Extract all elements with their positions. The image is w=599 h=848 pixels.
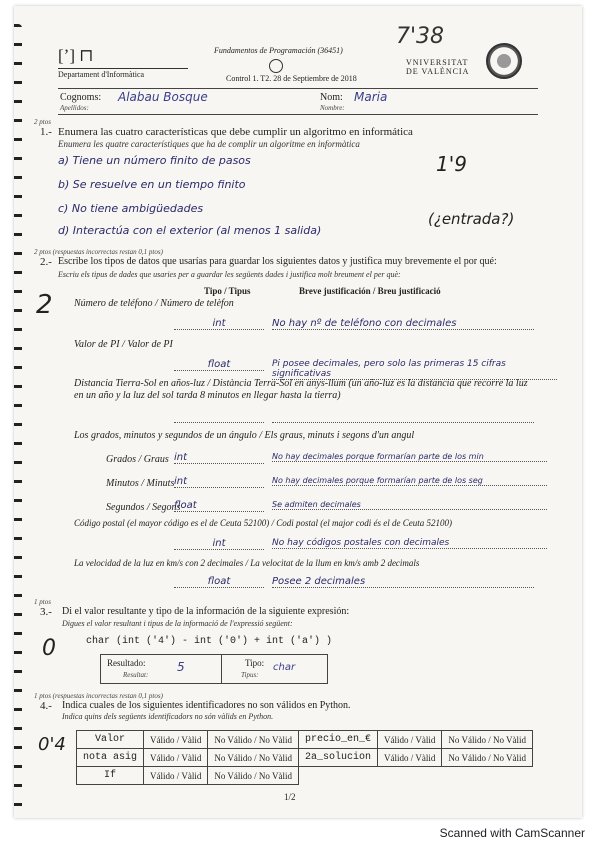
- valid-option[interactable]: Válido / Vàlid: [144, 767, 208, 785]
- identifier-cell: If: [77, 767, 144, 785]
- q2-item-angle-label: Los grados, minutos y segundos de un ángulo / Els graus, minuts i segons d'un angul: [74, 430, 415, 441]
- q3-number: 3.-: [40, 606, 52, 618]
- q1-answer-d: d) Interactúa con el exterior (al menos 1 salida): [58, 224, 322, 237]
- q4-score: 0'4: [38, 734, 66, 755]
- q2-seconds-type: float: [174, 500, 264, 512]
- table-row: [77, 731, 533, 749]
- department-logo: [ʼ] ⊓: [58, 46, 94, 65]
- invalid-option[interactable]: No Válido / No Vàlid: [208, 749, 299, 767]
- q1-answer-c: c) No tiene ambigüedades: [58, 202, 204, 215]
- exam-page: [14, 6, 582, 818]
- identifier-cell: Valor: [77, 731, 144, 749]
- q1-points: 2 ptos: [34, 118, 51, 126]
- q2-minutes-label: Minutos / Minuts: [106, 478, 175, 489]
- identifier-cell: 2a_solucion: [299, 749, 378, 767]
- q2-postal-label: Código postal (el mayor código es el de Ceuta 52100) / Codi postal (el major codi és el de Ceuta 52100): [74, 518, 452, 528]
- col-type-header: Tipo / Tipus: [204, 286, 251, 296]
- q2-score: 2: [36, 290, 53, 320]
- control-line: Control 1. T2. 28 de Septiembre de 2018: [226, 74, 357, 83]
- invalid-option[interactable]: No Válido / No Vàlid: [208, 731, 299, 749]
- identifiers-table: [76, 730, 533, 785]
- university-line2: DE VALÈNCIA: [406, 67, 470, 76]
- q2-number: 2.-: [40, 256, 52, 268]
- spiral-binding: [14, 24, 22, 814]
- q2-light-type: float: [174, 576, 264, 588]
- grade-mark: 7'38: [396, 24, 445, 49]
- q1-sub: Enumera les quatre característiques que ha de complir un algoritme en informàtica: [58, 139, 360, 149]
- q2-minutes-just: No hay decimales porque formarían parte de los seg: [272, 476, 547, 486]
- valid-option[interactable]: Válido / Vàlid: [378, 731, 442, 749]
- surname-value: Alabau Bosque: [118, 90, 208, 104]
- q2-item-pi-type: float: [174, 359, 264, 371]
- name-value: Maria: [354, 90, 388, 104]
- q2-seconds-label: Segundos / Segons: [106, 502, 181, 513]
- q2-postal-type: int: [174, 538, 264, 550]
- valid-option[interactable]: Válido / Vàlid: [144, 749, 208, 767]
- q2-item-distance-label: Distancia Tierra-Sol en años-luz / Distància Terra-Sol en anys-llum (un año-luz es la distancia que recorre la luz en un año y la luz del sol tarda 8 minutos en llegar hasta la tierra): [74, 378, 528, 401]
- q3-type-label: Tipo:: [245, 658, 265, 668]
- q2-light-label: La velocidad de la luz en km/s con 2 decimales / La velocitat de la llum en km/s amb 2 decimals: [74, 558, 420, 568]
- seal-icon: [269, 59, 283, 73]
- table-row: [77, 749, 533, 767]
- q3-answer-box: [100, 654, 328, 684]
- q2-text: Escribe los tipos de datos que usarías para guardar los siguientes datos y justifica muy brevemente el por qué:: [58, 256, 497, 267]
- q1-score: 1'9: [436, 152, 467, 176]
- q1-annotation: (¿entrada?): [428, 210, 515, 228]
- q3-points: 1 ptos: [34, 598, 51, 606]
- q2-light-just: Posee 2 decimales: [272, 576, 534, 588]
- q3-type-value: char: [273, 662, 296, 673]
- q2-degrees-just: No hay decimales porque formarían parte de los min: [272, 452, 547, 462]
- university-line1: VNIVERSITAT: [406, 58, 469, 67]
- q2-item-phone-type: int: [174, 318, 264, 330]
- scanner-watermark: Scanned with CamScanner: [439, 826, 585, 840]
- name-sub: Nombre:: [320, 104, 345, 112]
- q3-sub: Digues el valor resultant i tipus de la informació de l'expressió següent:: [62, 619, 293, 628]
- identifiers-table-wrap: [76, 730, 533, 785]
- table-row: [77, 767, 533, 785]
- q3-text: Di el valor resultante y tipo de la información de la siguiente expresión:: [62, 606, 350, 617]
- q1-text: Enumera las cuatro características que debe cumplir un algoritmo en informática: [58, 126, 413, 138]
- university-seal-icon: [486, 43, 522, 79]
- valid-option[interactable]: Válido / Vàlid: [378, 749, 442, 767]
- q3-result-label: Resultado:: [107, 658, 146, 668]
- identifier-cell: nota asig: [77, 749, 144, 767]
- surname-sub: Apellidos:: [60, 104, 89, 112]
- q2-minutes-type: int: [174, 476, 264, 488]
- q4-text: Indica cuales de los siguientes identificadores no son válidos en Python.: [62, 700, 351, 711]
- q2-degrees-label: Grados / Graus: [106, 454, 169, 465]
- department-name: Departament d'Informàtica: [58, 68, 188, 79]
- valid-option[interactable]: Válido / Vàlid: [144, 731, 208, 749]
- invalid-option[interactable]: No Válido / No Vàlid: [442, 749, 533, 767]
- q2-degrees-type: int: [174, 452, 264, 464]
- col-just-header: Breve justificación / Breu justificació: [299, 286, 441, 296]
- q2-item-phone-just: No hay nº de teléfono con decimales: [272, 318, 534, 330]
- q3-type-sub: Tipus:: [241, 671, 259, 679]
- q3-result-value: 5: [177, 660, 185, 674]
- q2-item-distance-type: [174, 412, 264, 423]
- page-number: 1/2: [284, 792, 296, 802]
- q1-answer-a: a) Tiene un número finito de pasos: [58, 154, 251, 167]
- q1-answer-b: b) Se resuelve en un tiempo finito: [58, 178, 246, 191]
- course-title: Fundamentos de Programación (36451): [214, 46, 343, 55]
- q4-number: 4.-: [40, 700, 52, 712]
- name-label: Nom:: [320, 92, 343, 103]
- q2-seconds-just: Se admiten decimales: [272, 500, 547, 510]
- surname-label: Cognoms:: [60, 92, 102, 103]
- invalid-option[interactable]: No Válido / No Vàlid: [442, 731, 533, 749]
- q2-item-pi-label: Valor de PI / Valor de PI: [74, 339, 173, 350]
- q2-sub: Escriu els tipus de dades que usaries per a guardar les següents dades i justifica molt breument el per què:: [58, 270, 401, 279]
- q2-item-distance-just: [272, 412, 534, 423]
- q4-sub: Indica quins dels següents identificadors no són vàlids en Python.: [62, 712, 274, 721]
- invalid-option[interactable]: No Válido / No Vàlid: [208, 767, 299, 785]
- q4-points: 1 ptos (respuestas incorrectas restan 0,1 ptos): [34, 692, 163, 700]
- q3-score: 0: [42, 636, 56, 661]
- q1-number: 1.-: [40, 126, 52, 138]
- identifier-cell: precio_en_€: [299, 731, 378, 749]
- q2-item-phone-label: Número de teléfono / Número de telèfon: [74, 298, 234, 309]
- q3-result-sub: Resultat:: [123, 671, 149, 679]
- q2-postal-just: No hay códigos postales con decimales: [272, 538, 547, 549]
- q3-expression: char (int ('4') - int ('0') + int ('a') ): [86, 636, 333, 647]
- q2-item-pi-just: Pi posee decimales, pero solo las primeras 15 cifras significativas: [272, 359, 557, 380]
- q2-points: 2 ptos (respuestas incorrectas restan 0,1 ptos): [34, 248, 163, 256]
